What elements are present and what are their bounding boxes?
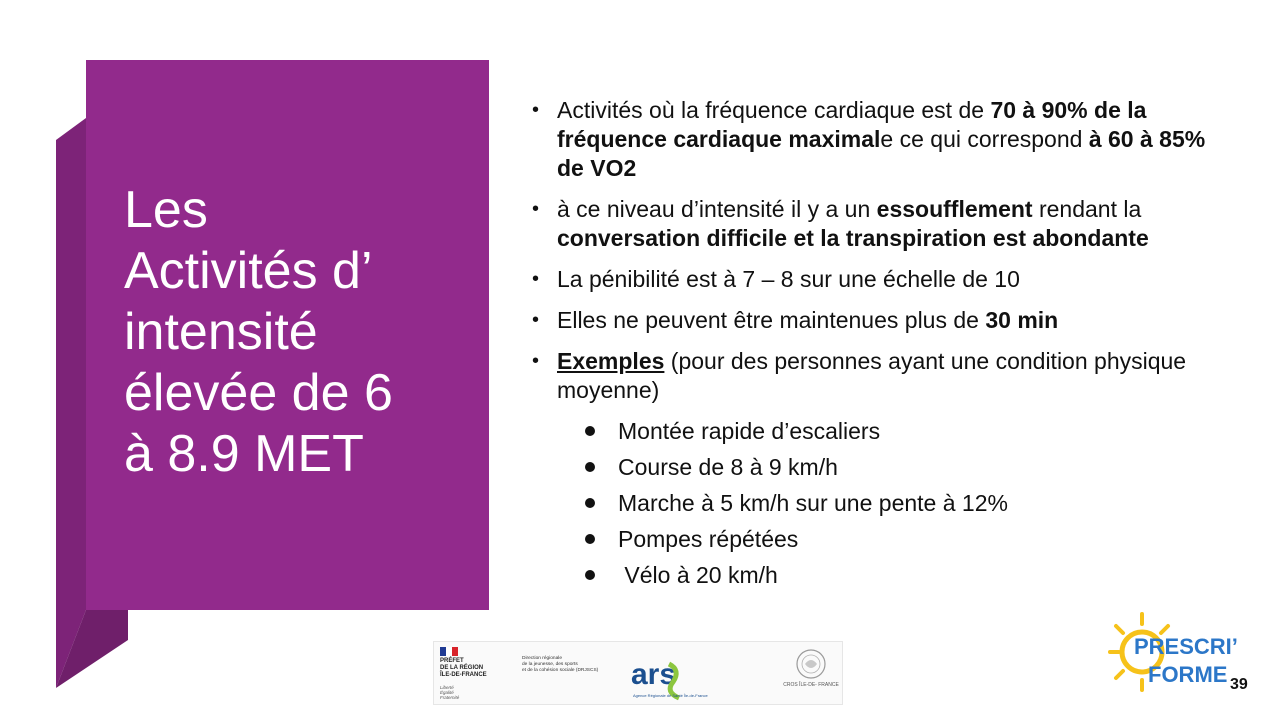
example-text: Montée rapide d’escaliers <box>618 418 881 444</box>
title-line: Activités d’ <box>124 242 373 300</box>
cros-logo <box>783 646 839 702</box>
partner-logos <box>433 641 843 705</box>
bullet-emphasis: 30 min <box>985 307 1059 333</box>
sub-bullet-dot-icon <box>585 570 595 580</box>
bullet-text: rendant la <box>1032 196 1142 222</box>
bullet-dot-icon: • <box>532 268 540 290</box>
bullet-item <box>530 306 1210 335</box>
slide-title <box>124 180 464 485</box>
example-item <box>530 521 1210 557</box>
examples-list <box>530 413 1210 593</box>
page-number: 39 <box>1230 676 1248 693</box>
bullet-item <box>530 195 1210 253</box>
examples-intro: (pour des personnes ayant une condition physique moyenne) <box>557 348 1187 403</box>
title-line: Les <box>124 181 208 239</box>
bullet-item <box>530 96 1210 183</box>
bullet-text: Elles ne peuvent être maintenues plus de <box>557 307 986 333</box>
bullet-text: Activités où la fréquence cardiaque est de <box>557 97 991 123</box>
sub-bullet-dot-icon <box>585 534 595 544</box>
drjscs-text: Direction régionale de la jeunesse, des sports et de la cohésion sociale (DRJSCS) <box>522 656 599 673</box>
prefet-motto: Liberté Égalité Fraternité <box>440 685 460 700</box>
examples-label: Exemples <box>557 348 665 374</box>
ars-word: ars <box>631 658 677 691</box>
title-line: à 8.9 MET <box>124 425 364 483</box>
example-item <box>530 413 1210 449</box>
bullet-list <box>530 96 1210 593</box>
prescri-line2: FORME <box>1148 662 1228 687</box>
bullet-emphasis: 70 à 90% de la fréquence cardiaque maximal <box>557 97 1147 152</box>
bullet-emphasis: essoufflement <box>876 196 1033 222</box>
french-flag-icon <box>440 647 458 656</box>
example-item <box>530 449 1210 485</box>
example-text: Pompes répétées <box>618 526 799 552</box>
example-text: Marche à 5 km/h sur une pente à 12% <box>618 490 1008 516</box>
ribbon-left-band <box>56 118 86 688</box>
prescri-line1: PRESCRI’ <box>1134 634 1238 659</box>
example-text: Vélo à 20 km/h <box>618 562 778 588</box>
bullet-emphasis: conversation difficile et la transpiration est abondante <box>557 225 1149 251</box>
bullet-emphasis: à 60 à 85% de VO2 <box>557 126 1206 181</box>
bullet-dot-icon: • <box>532 99 540 121</box>
sub-bullet-dot-icon <box>585 498 595 508</box>
bullet-text: La pénibilité est à 7 – 8 sur une échelle de 10 <box>557 266 1020 292</box>
prefet-logo <box>440 647 520 701</box>
ars-logo <box>629 654 708 704</box>
examples-item <box>530 347 1210 405</box>
sub-bullet-dot-icon <box>585 462 595 472</box>
bullet-dot-icon: • <box>532 309 540 331</box>
cros-text: CROS ÎLE-DE- FRANCE <box>783 682 839 688</box>
ars-subtitle: Agence Régionale de Santé Île-de-France <box>633 693 708 698</box>
bullet-item <box>530 265 1210 294</box>
prefet-text: PRÉFET DE LA RÉGION ÎLE-DE-FRANCE <box>440 658 487 678</box>
title-line: intensité <box>124 303 318 361</box>
sub-bullet-dot-icon <box>585 426 595 436</box>
example-text: Course de 8 à 9 km/h <box>618 454 838 480</box>
title-line: élevée de 6 <box>124 364 393 422</box>
example-item <box>530 485 1210 521</box>
prescriforme-logo <box>1110 610 1240 700</box>
bullet-dot-icon: • <box>532 198 540 220</box>
bullet-text: e ce qui correspond <box>880 126 1089 152</box>
bullet-text: à ce niveau d’intensité il y a un <box>557 196 877 222</box>
bullet-dot-icon: • <box>532 350 540 372</box>
example-item <box>530 557 1210 593</box>
